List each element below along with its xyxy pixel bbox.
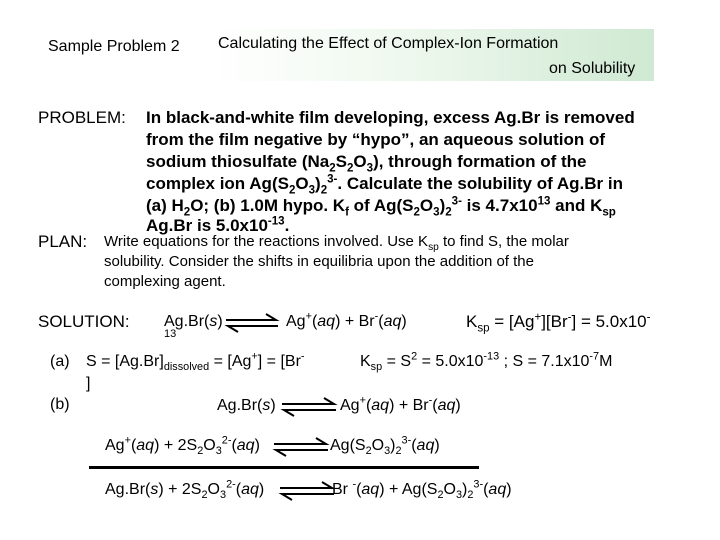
ksp-expression: $K_{sp} = [Ag^+][Br^-] = 5.0x10^-$ xyxy=(466,311,651,335)
reaction-2-right: $Ag(S_2O_3)_2^{3-}(aq)$ xyxy=(330,434,440,458)
part-a-label: (a) xyxy=(50,353,70,370)
equilibrium-arrow-1 xyxy=(224,313,280,333)
equilibrium-arrow-3 xyxy=(272,437,330,457)
solution-eq-right: Ag+(aq) + Br-(aq) xyxy=(286,310,407,330)
problem-label: PROBLEM: xyxy=(38,108,126,127)
problem-line-2: from the film negative by “hypo”, an aqueous solution of xyxy=(146,130,606,149)
problem-line-6: Ag.Br is $5.0x10^{-13}$. xyxy=(146,215,290,235)
equilibrium-arrow-2 xyxy=(280,397,338,417)
part-b-label: (b) xyxy=(50,396,70,413)
reaction-1-left: Ag.Br(s) xyxy=(217,397,276,414)
title-line-2: on Solubility xyxy=(549,60,636,77)
part-a-solubility: $S = [Ag.Br]_{dissolved} = [Ag^+] = [Br^-$ xyxy=(86,350,305,374)
problem-line-4: complex ion $Ag(S_2O_3)_2^{3-}$. Calculate the solubility of Ag.Br in xyxy=(146,173,623,197)
title-line-1: Calculating the Effect of Complex-Ion Formation xyxy=(218,35,559,52)
plan-line-2: solubility. Consider the shifts in equilibria upon the addition of the xyxy=(104,253,534,270)
problem-line-3: sodium thiosulfate $(Na_2S_2O_3)$, through formation of the xyxy=(146,152,587,175)
solution-label: SOLUTION: xyxy=(38,312,130,331)
problem-line-5: (a) $H_2O$; (b) 1.0M hypo. $K_f$ of $Ag(S_2O_3)_2^{3-}$ is $4.7x10^{13}$ and $K_{sp}$ xyxy=(146,195,616,219)
equilibrium-arrow-4 xyxy=(278,481,336,501)
summation-rule xyxy=(89,466,479,469)
reaction-1-right: Ag+(aq) + Br-(aq) xyxy=(340,394,461,414)
reaction-3-right: Br $^-(aq) + Ag(S_2O_3)_2^{3-}(aq)$ xyxy=(332,478,512,502)
part-a-ksp: $K_{sp} = S^2 = 5.0x10^{-13}$ ; $S = 7.1x10^{-7}M$ xyxy=(360,350,613,374)
sample-problem-label: Sample Problem 2 xyxy=(48,38,180,55)
solution-eq-13: 13 xyxy=(164,328,177,340)
solution-eq-left: Ag.Br(s) xyxy=(164,313,223,330)
plan-line-3: complexing agent. xyxy=(104,273,226,290)
part-a-bracket: ] xyxy=(86,375,91,392)
plan-label: PLAN: xyxy=(38,232,88,251)
reaction-2-left: $Ag^+(aq) + 2S_2O_3^{2-}(aq)$ xyxy=(105,434,260,458)
plan-line-1: Write equations for the reactions involved. Use $K_{sp}$ to find S, the molar xyxy=(104,233,569,253)
reaction-3-left: $Ag.Br(s) + 2S_2O_3^{2-}(aq)$ xyxy=(105,478,265,502)
problem-line-1: In black-and-white film developing, excess Ag.Br is removed xyxy=(146,108,635,127)
